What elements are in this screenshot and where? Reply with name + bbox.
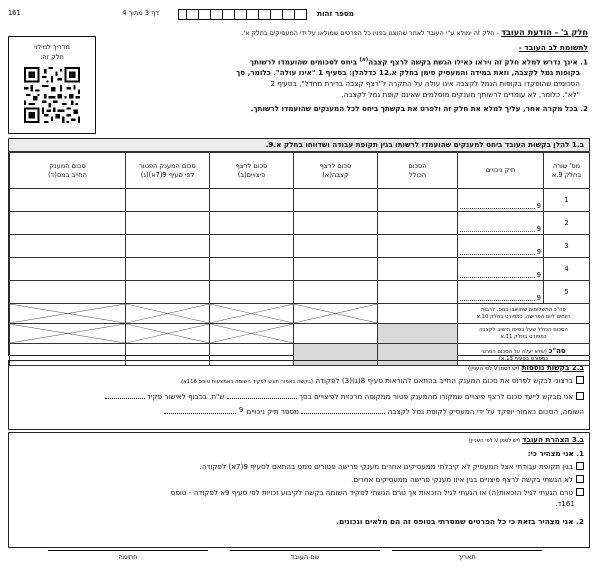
grants-table	[9, 152, 590, 366]
crossed-cell	[126, 304, 210, 324]
instruction-2: 2. בכל מקרה אחר, עליך למלא את חלק זה ולפרט את בקשתך ביחס לכל המענקים שהועמדו לרשותך.	[250, 104, 588, 113]
table-row	[10, 235, 590, 258]
summary-label-total: סה"כ (שלא יעלה על הסכום הפרטי כמפורט בסעיף 13.א)	[458, 344, 590, 366]
section-b3-heading: ב.3 הצהרת העובד (יש לסמן V לפי העניין)	[468, 435, 584, 444]
summary-label-pension-base: הסכום הכולל שעל בסיסו חישוב לקצבה כמפורט בחלק 11.א	[458, 324, 590, 344]
col-header-exempt-grant: סכום המענק הפטור לפי סעיף 9(7א)(ג)	[126, 153, 210, 189]
col-header-total-amount: הסכום הכולל	[378, 153, 458, 189]
total-amount-input[interactable]	[378, 212, 458, 235]
employee-name-label: שם העובד	[290, 553, 320, 561]
option-split-grant: ברצוני לבקש לפרוס את סכום המענק החייב בהתאם להוראות סעיף 8(ג)(3) לפקודה (בקשה כאמור תוגש לפקיד השומה באמצעות טופס 116א).	[14, 376, 584, 386]
crossed-cell	[10, 324, 126, 344]
instruction-1-line2: בקופות גמל לקצבה, וזאת במידה והמעסיק סימן בחלק א.12 כדלהלן: בסעיף 1 "אינו עולה". כלומר, סך	[236, 68, 580, 77]
taxable-input[interactable]	[10, 258, 126, 281]
table-header-row	[10, 153, 590, 189]
severance-input[interactable]	[210, 212, 294, 235]
signature-line[interactable]	[48, 550, 208, 551]
deductions-file-input[interactable]: 9	[458, 212, 544, 235]
table-row	[10, 258, 590, 281]
officer-input[interactable]	[105, 391, 145, 399]
section-b2-heading: ב.2 בקשות נוספות (יש לסמן V לפי העניין)	[468, 363, 584, 372]
deductions-file-input[interactable]: 9	[458, 281, 544, 304]
exempt-input[interactable]	[126, 258, 210, 281]
instruction-1-line1: 1. אינך נדרש למלא חלק זה ויראו כאילו הגשת בקשה לרצף קצבה$^{(א)}$ ביחס לסכומים שהועמדו לרשותך	[249, 57, 588, 67]
id-number-label: מספר זהות	[317, 9, 354, 18]
declaration-1-checkbox[interactable]	[576, 462, 584, 470]
col-header-deductions-file: תיק ניכויים	[458, 153, 544, 189]
severance-input[interactable]	[210, 235, 294, 258]
pension-fund-input[interactable]	[301, 406, 385, 414]
declaration-2: לא הגשתי בקשה לרצף פיצויים בגין איזו מענקי פרישה ממעסיקים אחרים.	[14, 475, 584, 484]
severance-input[interactable]	[210, 281, 294, 304]
total-amount-input[interactable]	[378, 281, 458, 304]
severance-amount-input[interactable]	[227, 391, 297, 399]
total-amount-input[interactable]	[378, 235, 458, 258]
part-b-subtitle: - חלק זה ימולא ע"י העובד לאחר שהוצגו בפניו כל הפרטים שמולאו על ידי המעסיקים בחלק א'.	[241, 29, 499, 37]
severance-continuity-checkbox[interactable]	[576, 392, 584, 400]
col-header-severance-continuity: סכום לרצף פיצויים(ב)	[210, 153, 294, 189]
row-number: 1	[544, 189, 590, 212]
crossed-cell	[126, 324, 210, 344]
pension-input[interactable]	[294, 189, 378, 212]
taxable-input[interactable]	[10, 235, 126, 258]
pension-input[interactable]	[294, 281, 378, 304]
declaration-heading: 1. אני מצהיר כי:	[527, 449, 584, 458]
declaration-final: 2. אני מצהיר בזאת כי כל הפרטים שמסרתי בטופס זה הם מלאים ונכונים.	[336, 517, 584, 526]
instruction-1-line3: הסכומים שהופקדו בקופות הגמל לקצבה אינו עולה על התקרה ל"רצף קצבה ברירת מחדל", בסעיף 2	[270, 79, 580, 88]
exempt-input[interactable]	[126, 189, 210, 212]
deductions-file-input[interactable]: 9	[458, 258, 544, 281]
summary-total-taxed[interactable]	[378, 304, 458, 324]
qr-guide-box	[8, 36, 96, 134]
summary-row-pension-base	[10, 324, 590, 344]
total-amount-input[interactable]	[378, 189, 458, 212]
exempt-input[interactable]	[126, 235, 210, 258]
shaded-cell	[378, 324, 458, 344]
deductions-file-input[interactable]: 9	[458, 235, 544, 258]
date-line[interactable]	[392, 550, 542, 551]
qr-caption-line1: מדריך למילוי	[34, 43, 70, 51]
exempt-input[interactable]	[126, 281, 210, 304]
total-amount-input[interactable]	[378, 258, 458, 281]
severance-input[interactable]	[210, 189, 294, 212]
summary-pension-base[interactable]	[294, 324, 378, 344]
section-b1-title: ב.1 להלן בקשות העובד ביחס למענקים שהועמדו לרשותו בגין תקופת עבודה ושדווחו בחלק א.9.	[265, 140, 584, 149]
row-number: 2	[544, 212, 590, 235]
summary-label-taxed: סה"כ התשלומים שחושבו במס, לרבות רווחים ליום הפרישה, כמפורט בחלק 10.א	[458, 304, 590, 324]
section-b1	[8, 138, 590, 362]
pension-input[interactable]	[294, 258, 378, 281]
section-b2	[8, 360, 590, 430]
summary-row-taxed-payments	[10, 304, 590, 324]
part-b-heading	[108, 27, 588, 37]
attention-label: לתשומת לב העובד -	[518, 43, 588, 52]
pension-input[interactable]	[294, 235, 378, 258]
option-deposit-line: השומה, הסכום כאמור יופקד על ידי המעסיק לקופת גמל לקצבה מספר תיק ניכויים 9	[14, 406, 584, 416]
declaration-1: בגין תקופת עבודתי אצל המעסיק לא קיבלתי ממעסיקים אחרים מענקי פרישה פטורים ממס בהתאם לסעיף 9(7א) לפקודה.	[14, 462, 584, 471]
pension-input[interactable]	[294, 212, 378, 235]
deductions-file-number-input[interactable]: 9	[164, 406, 244, 414]
exempt-input[interactable]	[126, 212, 210, 235]
col-header-taxable-grant: סכום המענק החייב במס(ד)	[10, 153, 126, 189]
part-b-title: חלק ב' - הודעת העובד	[501, 27, 588, 37]
table-row	[10, 212, 590, 235]
col-header-row-number: מס' שורה בחלק 9.א	[544, 153, 590, 189]
crossed-cell	[294, 304, 378, 324]
row-number: 3	[544, 235, 590, 258]
qr-caption-line2: חלק זה:	[40, 53, 64, 61]
option-severance-continuity: אני מבקש לייעד סכום לרצף פיצויים שמקורו מהמענק פטור ממקופה מרכזית לפיצויים בסך ש"ח. בכבוף לאישור פקיד	[14, 391, 584, 401]
taxable-input[interactable]	[10, 189, 126, 212]
row-number: 5	[544, 281, 590, 304]
instruction-1-line4: "לא". כלומר, לא עומדים לרשותך מענקים מוסלמים שאינם קופת גמל לקצבה.	[341, 90, 580, 99]
crossed-cell	[210, 324, 294, 344]
page-number: דף 3 מתוך 4	[122, 9, 159, 17]
form-code: 161	[8, 9, 21, 17]
taxable-input[interactable]	[10, 212, 126, 235]
row-number: 4	[544, 258, 590, 281]
declaration-3-cont: 161ד.	[555, 499, 575, 508]
declaration-3: טרם הגעתי לגיל הזכאות(ה) או הגעתי לגיל הזכאות אך טרם הגשתי לפקיד השומה בקשה לקיבוע זכויות לפי סעיף 9א לפקודה - טופס	[14, 488, 584, 497]
crossed-cell	[10, 304, 126, 324]
taxable-input[interactable]	[10, 281, 126, 304]
col-header-pension-continuity: סכום לרצף קצבה(א)	[294, 153, 378, 189]
qr-code-icon[interactable]	[24, 67, 80, 123]
section-b3	[8, 432, 590, 548]
table-row	[10, 189, 590, 212]
split-grant-checkbox[interactable]	[576, 376, 584, 384]
table-row	[10, 281, 590, 304]
signature-label: חתימה	[118, 553, 138, 561]
employee-name-line[interactable]	[230, 550, 380, 551]
deductions-file-input[interactable]: 9	[458, 189, 544, 212]
crossed-cell	[210, 304, 294, 324]
date-label: תאריך	[458, 553, 476, 561]
declaration-2-checkbox[interactable]	[576, 475, 584, 483]
declaration-3-checkbox[interactable]	[576, 488, 584, 496]
severance-input[interactable]	[210, 258, 294, 281]
